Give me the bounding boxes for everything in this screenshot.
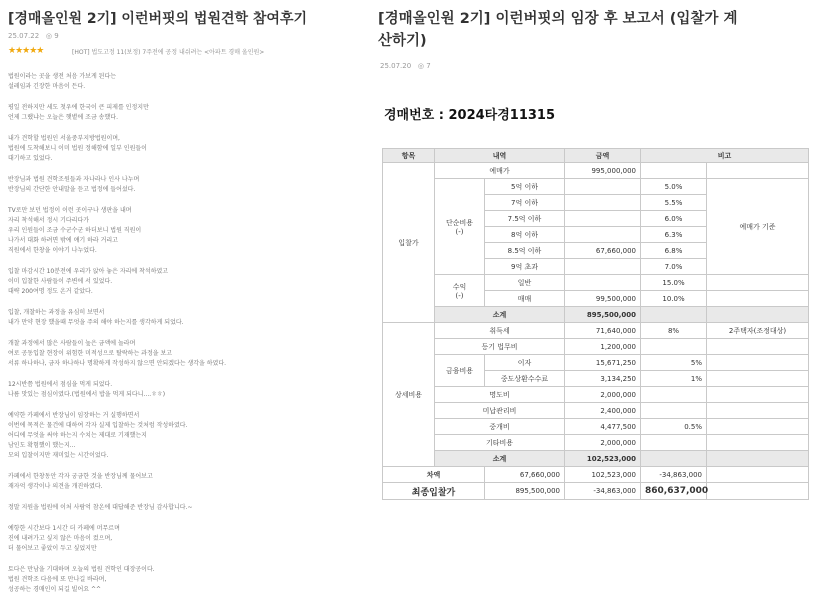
left-post-paragraph <box>8 411 358 461</box>
paragraph-line: 진에 내려가고 싶지 않은 마음이 컸으며, <box>8 535 113 542</box>
bid-subtotal-value: 895,500,000 <box>565 307 641 323</box>
empty-cell <box>707 371 809 387</box>
cost-row-label: 중개비 <box>435 419 565 435</box>
left-post <box>0 0 366 593</box>
cost-row-amount: 2,400,000 <box>565 403 641 419</box>
paragraph-line: 법원에 도착해보니 이미 법원 정해함에 일부 인원들이 <box>8 145 147 152</box>
cost-row-amount: 2,000,000 <box>565 387 641 403</box>
header-detail: 내역 <box>435 149 565 163</box>
paragraph-line: 예약한 카페에서 반장님이 임장하는 거 실행하면서 <box>8 412 140 419</box>
cost-row-rate: 8% <box>641 323 707 339</box>
paragraph-line: 12시반쯤 법원에서 점심을 먹게 되었다. <box>8 381 113 388</box>
profit-row-rate: 15.0% <box>641 275 707 291</box>
table-row <box>383 275 809 291</box>
left-post-paragraph <box>8 206 358 256</box>
loan-row-rate: 5% <box>641 355 707 371</box>
bid-calc-table <box>382 148 809 500</box>
cost-row-label: 명도비 <box>435 387 565 403</box>
view-icon: ◎ <box>417 62 424 70</box>
paragraph-line: 예항한 시간보다 1시간 더 카페에 머무르며 <box>8 525 120 532</box>
final-value-3: 860,637,000 <box>641 483 707 500</box>
simple-row-rate: 6.8% <box>641 243 707 259</box>
empty-cell <box>707 483 809 500</box>
diff-value-2: 102,523,000 <box>565 467 641 483</box>
simple-row-label: 5억 이하 <box>485 179 565 195</box>
simple-row-amount <box>565 211 641 227</box>
header-amount: 금액 <box>565 149 641 163</box>
left-post-paragraph <box>8 103 358 123</box>
cost-subtotal-value: 102,523,000 <box>565 451 641 467</box>
rating-note: [HOT] 법도고정 11(보정) 7주전에 공정 내쉬려는 <아파트 경매 올인원> <box>72 49 265 56</box>
table-row <box>383 355 809 371</box>
profit-row-label: 매매 <box>485 291 565 307</box>
loan-label: 금융비용 <box>435 355 485 387</box>
bid-group-label: 입찰가 <box>383 163 435 323</box>
cost-group-label: 상세비용 <box>383 323 435 467</box>
left-post-meta <box>8 32 59 40</box>
left-post-paragraph <box>8 565 358 595</box>
simple-row-amount <box>565 179 641 195</box>
paragraph-line: 반장님과 법원 견학조원들과 자나라나 인사 나누며 <box>8 176 140 183</box>
empty-cell <box>641 339 707 355</box>
cost-row-label: 미납관리비 <box>435 403 565 419</box>
final-row <box>383 483 809 500</box>
empty-cell <box>707 307 809 323</box>
appraised-label: 예매가 <box>435 163 565 179</box>
paragraph-line: 설레임과 긴장한 마음이 든다. <box>8 83 86 90</box>
paragraph-line: 모의 입찰이지만 재미있는 시간이었다. <box>8 452 109 459</box>
paragraph-line: 우리 인원들이 조금 수군수군 하더보니 법원 직원이 <box>8 227 142 234</box>
final-label: 최종입찰가 <box>383 483 485 500</box>
cost-row-amount: 2,000,000 <box>565 435 641 451</box>
paragraph-line: 재자억 생각이나 의견을 개진하였다. <box>8 483 103 490</box>
appraised-value: 995,000,000 <box>565 163 641 179</box>
header-item: 항목 <box>383 149 435 163</box>
paragraph-line: 입찰, 개찰하는 과정을 유심히 보면서 <box>8 309 105 316</box>
table-row <box>383 179 809 195</box>
empty-cell <box>707 163 809 179</box>
simple-row-amount <box>565 227 641 243</box>
loan-row-label: 이자 <box>485 355 565 371</box>
table-header-row <box>383 149 809 163</box>
paragraph-line: 성공하는 경매인이 되길 빌어요 ^^ <box>8 586 102 593</box>
paragraph-line: 더 물어보고 좋았이 두고 싶었지만 <box>8 545 97 552</box>
left-post-paragraph <box>8 380 358 400</box>
simple-row-amount <box>565 195 641 211</box>
paragraph-line: 이미 입찰한 사람들이 주변에 서 있었다. <box>8 278 113 285</box>
right-post-meta <box>380 62 431 70</box>
cost-row-note: 2주택자(조정대상) <box>707 323 809 339</box>
loan-row-amount: 3,134,250 <box>565 371 641 387</box>
left-post-title[interactable]: [경매올인원 2기] 이런버핏의 법원견학 참여후기 <box>8 11 307 27</box>
cost-subtotal-row <box>383 451 809 467</box>
cost-row-amount: 4,477,500 <box>565 419 641 435</box>
simple-row-rate: 6.3% <box>641 227 707 243</box>
left-post-paragraph <box>8 267 358 297</box>
empty-cell <box>707 339 809 355</box>
simple-row-label: 7억 이하 <box>485 195 565 211</box>
simple-row-amount: 67,660,000 <box>565 243 641 259</box>
right-post <box>376 0 822 561</box>
diff-value-3: -34,863,000 <box>641 467 707 483</box>
profit-row-amount <box>565 275 641 291</box>
simple-rate-label: 단순비용 (-) <box>435 179 485 275</box>
paragraph-line: 언제 그랬냐는 오늘은 햇볕에 조금 송했다. <box>8 114 118 121</box>
simple-row-rate: 6.0% <box>641 211 707 227</box>
paragraph-line: 어디에 무엇을 써야 하는지 수치는 제대로 기재했는지 <box>8 432 147 439</box>
bid-subtotal-row <box>383 307 809 323</box>
table-row <box>383 339 809 355</box>
left-post-paragraph <box>8 134 358 164</box>
paragraph-line: 자리 착석해서 정시 기다리다가 <box>8 217 90 224</box>
left-post-paragraph <box>8 175 358 195</box>
simple-note: 예매가 기준 <box>707 179 809 275</box>
right-post-title-line1[interactable]: [경매올인원 2기] 이런버핏의 임장 후 보고서 (입찰가 계 <box>378 11 738 27</box>
right-post-views: 7 <box>426 62 431 70</box>
simple-row-rate: 5.0% <box>641 179 707 195</box>
table-row <box>383 163 809 179</box>
left-post-paragraph <box>8 472 358 492</box>
simple-row-label: 7.5억 이하 <box>485 211 565 227</box>
paragraph-line: 나가서 대화 하려면 밖에 얘기 하라 거리고 <box>8 237 118 244</box>
empty-cell <box>707 451 809 467</box>
table-row <box>383 403 809 419</box>
left-post-paragraph <box>8 503 358 513</box>
paragraph-line: 카페에서 한창동안 각자 궁금한 것을 반장님께 물어보고 <box>8 473 153 480</box>
diff-value-1: 67,660,000 <box>485 467 565 483</box>
paragraph-line: 대기하고 있었다. <box>8 155 53 162</box>
paragraph-line: 나름 맛있는 점심이였다.(법원에서 밥을 먹게 되다니....ㅎㅎ) <box>8 391 166 398</box>
paragraph-line: 이번에 목적은 물건에 대하여 각자 실제 입찰하는 것처럼 작성하였다. <box>8 422 188 429</box>
paragraph-line: 평일 전하지만 세도 첫우에 한국이 큰 피제를 인정지만 <box>8 104 149 111</box>
empty-cell <box>707 403 809 419</box>
empty-cell <box>707 355 809 371</box>
loan-row-label: 중도상환수수료 <box>485 371 565 387</box>
paragraph-line: 대략 200여명 정도 온거 같았다. <box>8 288 93 295</box>
empty-cell <box>641 307 707 323</box>
paragraph-line: 여로 공동입찰 현장이 위험한 미적성으로 탈락하는 과정을 보고 <box>8 350 173 357</box>
paragraph-line: 직원에서 한창을 이야기 나누었다. <box>8 247 97 254</box>
simple-row-amount <box>565 259 641 275</box>
paragraph-line: 내가 견학할 법원인 서울중부지방법원이며, <box>8 135 120 142</box>
simple-row-label: 8.5억 이하 <box>485 243 565 259</box>
header-note: 비고 <box>641 149 809 163</box>
paragraph-line: 서류 하나하나, 금자 하나하나 명확하게 작성하지 않으면 안되겠다는 생각을 하였다. <box>8 360 227 367</box>
final-value-1: 895,500,000 <box>485 483 565 500</box>
right-post-date: 25.07.20 <box>380 62 412 70</box>
left-post-views: 9 <box>54 32 59 40</box>
case-number: 경매번호 : 2024타경11315 <box>384 108 556 123</box>
paragraph-line: 입찰 마감시간 10분전에 우리가 앉아 놓은 자리에 착석하였고 <box>8 268 169 275</box>
paragraph-line: 남인도 확험했이 했는지... <box>8 442 76 449</box>
table-row <box>383 419 809 435</box>
diff-row <box>383 467 809 483</box>
table-row <box>383 435 809 451</box>
paragraph-line: 반장님의 간단한 안내말을 듣고 법정에 들어섰다. <box>8 186 136 193</box>
left-post-paragraph <box>8 72 358 92</box>
profit-row-rate: 10.0% <box>641 291 707 307</box>
cost-row-label: 등기 법무비 <box>435 339 565 355</box>
table-row <box>383 387 809 403</box>
diff-label: 차액 <box>383 467 485 483</box>
loan-row-rate: 1% <box>641 371 707 387</box>
paragraph-line: 토다은 만남을 기대하며 오늘의 법원 견학인 대장공이다. <box>8 566 155 573</box>
paragraph-line: 정말 지원을 법원에 이처 사람억 참온에 대답해준 반장님 감사합니다.~ <box>8 504 193 511</box>
empty-cell <box>707 387 809 403</box>
simple-row-label: 8억 이하 <box>485 227 565 243</box>
paragraph-line: 내가 만약 현장 했을때 무엇을 주의 해야 하는지를 생각하게 되었다. <box>8 319 184 326</box>
empty-cell <box>641 451 707 467</box>
simple-row-rate: 7.0% <box>641 259 707 275</box>
cost-row-amount: 1,200,000 <box>565 339 641 355</box>
left-post-paragraph <box>8 339 358 369</box>
cost-subtotal-label: 소계 <box>435 451 565 467</box>
empty-cell <box>707 435 809 451</box>
paragraph-line: 개찰 과정에서 많은 사람들이 높은 금액에 놀라며 <box>8 340 136 347</box>
paragraph-line: TV로만 보던 법정이 이런 곳이구나 생판을 내며 <box>8 207 132 214</box>
table-row <box>383 323 809 339</box>
empty-cell <box>641 403 707 419</box>
paragraph-line: 법원이라는 곳을 생전 처음 가보게 된다는 <box>8 73 117 80</box>
empty-cell <box>707 275 809 291</box>
empty-cell <box>707 291 809 307</box>
profit-label: 수익 (-) <box>435 275 485 307</box>
cost-row-amount: 71,640,000 <box>565 323 641 339</box>
cost-row-label: 취득세 <box>435 323 565 339</box>
empty-cell <box>707 467 809 483</box>
left-post-date: 25.07.22 <box>8 32 40 40</box>
cost-row-label: 기타비용 <box>435 435 565 451</box>
left-post-paragraph <box>8 524 358 554</box>
cost-row-rate: 0.5% <box>641 419 707 435</box>
final-value-2: -34,863,000 <box>565 483 641 500</box>
paragraph-line: 법원 견학조 다음에 또 만나길 바라며, <box>8 576 107 583</box>
empty-cell <box>641 387 707 403</box>
right-post-title-line2[interactable]: 산하기) <box>378 33 427 49</box>
simple-row-label: 9억 초과 <box>485 259 565 275</box>
empty-cell <box>641 163 707 179</box>
left-post-paragraph <box>8 308 358 328</box>
loan-row-amount: 15,671,250 <box>565 355 641 371</box>
empty-cell <box>707 419 809 435</box>
empty-cell <box>641 435 707 451</box>
simple-row-rate: 5.5% <box>641 195 707 211</box>
bid-subtotal-label: 소계 <box>435 307 565 323</box>
profit-row-label: 일반 <box>485 275 565 291</box>
profit-row-amount: 99,500,000 <box>565 291 641 307</box>
rating-stars: ★★★★★ <box>8 46 44 56</box>
view-icon: ◎ <box>45 32 52 40</box>
